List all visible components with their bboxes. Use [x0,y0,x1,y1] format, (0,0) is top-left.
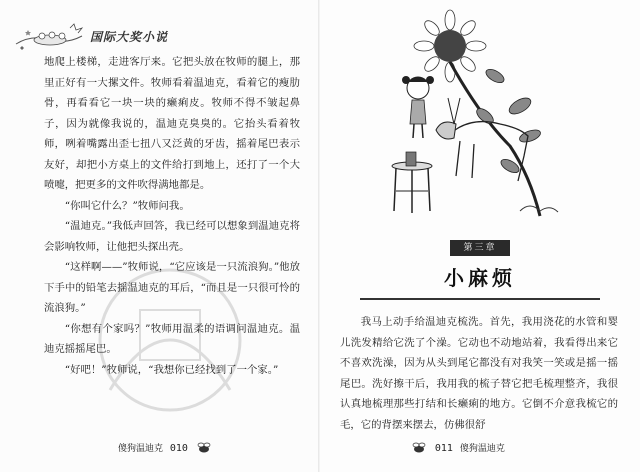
right-page [320,0,640,472]
paragraph: “温迪克。”我低声回答，我已经可以想象到温迪克将会影响牧师，让他把头探出壳。 [44,220,300,253]
chapter-title: 小麻烦 [444,266,516,290]
paragraph: 我马上动手给温迪克梳洗。首先，我用浇花的水管和婴儿洗发精给它洗了个澡。它动也不动地站着，我看得出来它不喜欢洗澡，因为从头到尾它都没有对我笑一笑或是摇一摇尾巴。洗好擦干后，我用我的梳子替它把毛梳理整齐，我很认真地梳理那些打结和长癞痢的地方。它倒不介意我梳它的毛，它的背摆来摆去，仿佛很舒 [340,316,618,431]
chapter-label: 第三章 [450,240,510,256]
left-footer [118,441,213,455]
page-number: 011 [434,442,453,454]
paragraph: 地爬上楼梯，走进客厅来。它把头放在牧师的腿上，那里正好有一大摞文件。牧师看着温迪克，看着它的瘦肋骨，再看看它一块一块的癞痢皮。牧师不得不皱起鼻子，因为就像我说的，温迪克臭臭的。它抬头看着牧师，咧着嘴露出歪七扭八又泛黄的牙齿，摇着尾巴表示友好，却把小方桌上的文件给打到地上，还打了一个大喷嚏，把更多的文件吹得满地都是。 [44,56,300,191]
right-page-body [340,312,618,435]
paragraph: “这样啊——”牧师说，“它应该是一只流浪狗。”他放下手中的铅笔去摇温迪克的耳后，“而且是一只很可怜的流浪狗。” [44,261,300,314]
page-number: 010 [169,442,188,454]
paragraph: “好吧！”牧师说，“我想你已经找到了一个家。” [64,363,279,376]
girl-dog-sunflower-illustration [390,6,570,218]
paragraph: “你想有个家吗？”牧师用温柔的语调问温迪克。温迪克摇摇尾巴。 [44,322,300,355]
footer-book-title: 傻狗温迪克 [118,443,164,454]
bee-icon [410,442,428,454]
footer-book-title: 傻狗温迪克 [459,443,505,454]
bee-icon [195,442,213,454]
chapter-title-underline [360,298,600,300]
left-page-body [44,52,300,380]
series-title: 国际大奖小说 [90,30,169,44]
paragraph: “你叫它什么？”牧师问我。 [64,199,190,212]
rocket-children-logo-icon [12,22,87,52]
right-footer [410,441,505,455]
